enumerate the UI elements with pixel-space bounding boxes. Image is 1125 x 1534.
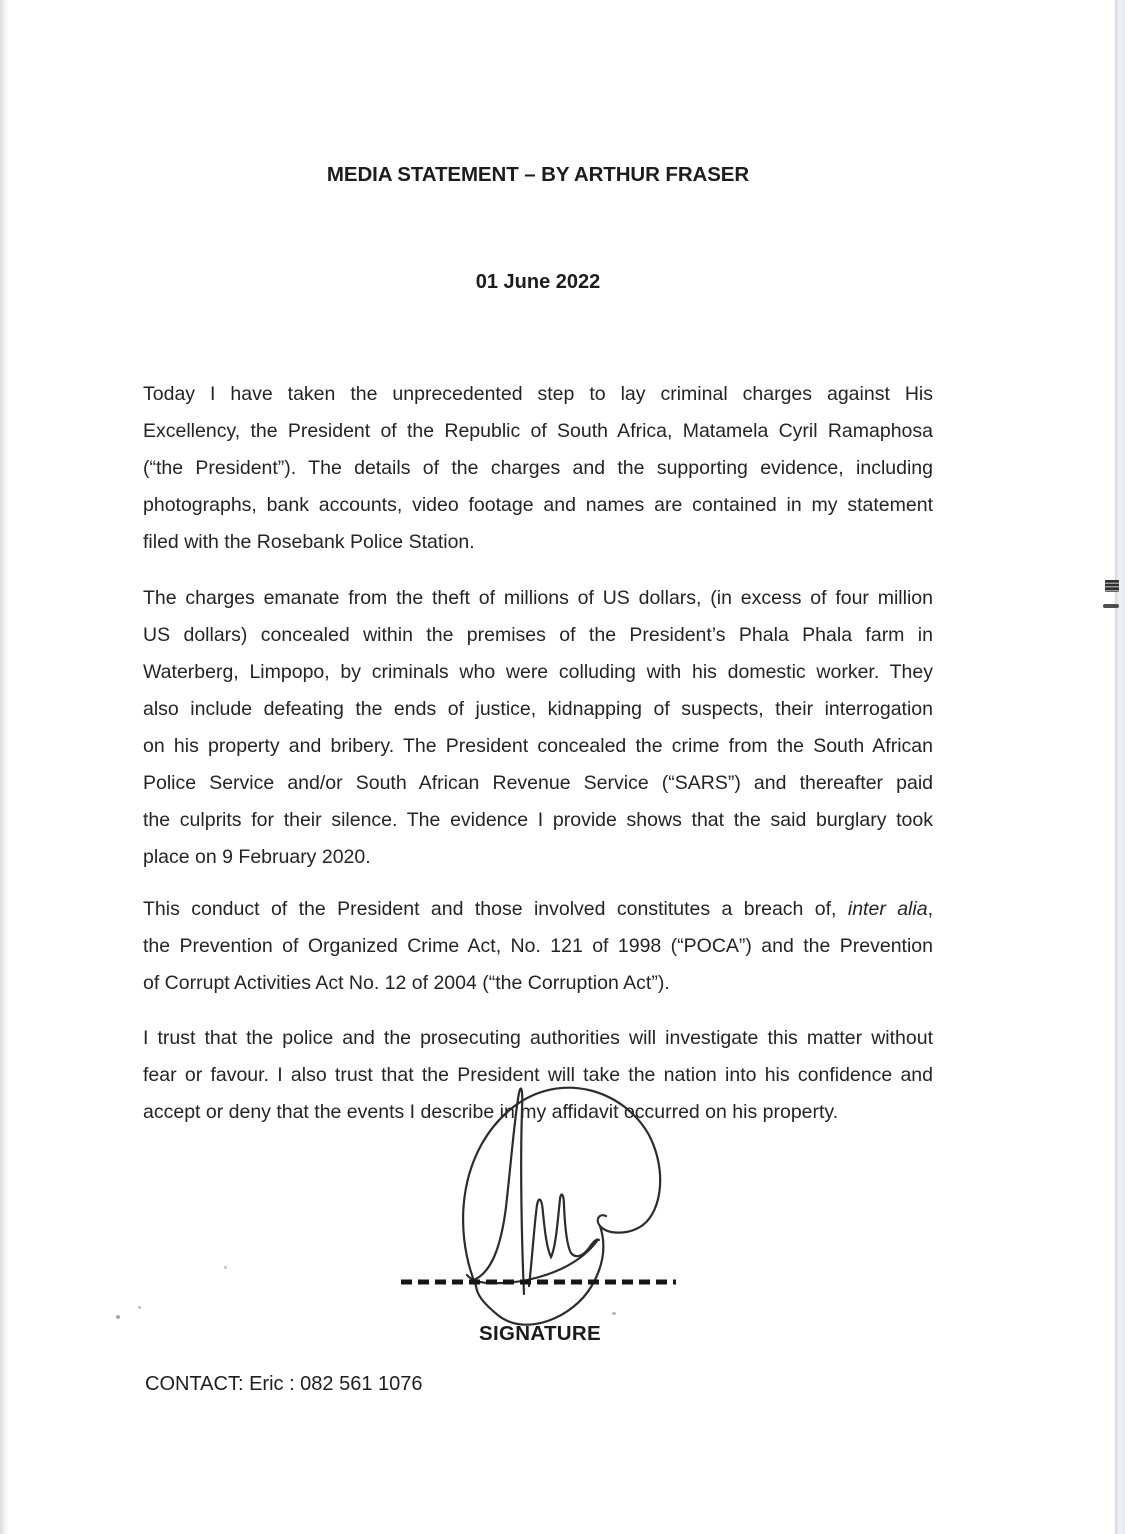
scan-speck bbox=[612, 1312, 616, 1315]
text-line: of Corrupt Activities Act No. 12 of 2004 (“the Corruption Act”). bbox=[143, 972, 670, 994]
text-line: Waterberg, Limpopo, by criminals who were colluding with his domestic worker. They bbox=[143, 661, 933, 683]
text-line: (“the President”). The details of the charges and the supporting evidence, including bbox=[143, 457, 933, 479]
text-line: This conduct of the President and those involved constitutes a breach of, inter alia, bbox=[143, 898, 933, 920]
text-line: photographs, bank accounts, video footage and names are contained in my statement bbox=[143, 494, 933, 516]
scan-speck bbox=[138, 1306, 141, 1309]
scan-artifact-dash bbox=[1103, 604, 1119, 608]
page-left-edge-shadow bbox=[0, 0, 9, 1534]
paragraph bbox=[143, 376, 933, 561]
text-line: Today I have taken the unprecedented step to lay criminal charges against His bbox=[143, 383, 933, 405]
page-right-edge-shadow bbox=[1115, 0, 1125, 1534]
signature-scribble bbox=[463, 1088, 660, 1325]
text-line: on his property and bribery. The President concealed the crime from the South African bbox=[143, 735, 933, 757]
text-line: the Prevention of Organized Crime Act, No. 121 of 1998 (“POCA”) and the Prevention bbox=[143, 935, 933, 957]
document-body bbox=[143, 376, 933, 1150]
document-title: MEDIA STATEMENT – BY ARTHUR FRASER bbox=[326, 163, 750, 186]
text-line: The charges emanate from the theft of millions of US dollars, (in excess of four million bbox=[143, 587, 933, 609]
scan-artifact-bars bbox=[1105, 580, 1119, 592]
scan-speck bbox=[116, 1315, 120, 1319]
text-line: Excellency, the President of the Republic of South Africa, Matamela Cyril Ramaphosa bbox=[143, 420, 933, 442]
text-line: accept or deny that the events I describe in my affidavit occurred on his property. bbox=[143, 1101, 839, 1123]
text-line: US dollars) concealed within the premises of the President’s Phala Phala farm in bbox=[143, 624, 933, 646]
contact-line: CONTACT: Eric : 082 561 1076 bbox=[145, 1373, 423, 1395]
text-line: also include defeating the ends of justice, kidnapping of suspects, their interrogation bbox=[143, 698, 933, 720]
text-line: I trust that the police and the prosecuting authorities will investigate this matter without bbox=[143, 1027, 933, 1049]
document-date: 01 June 2022 bbox=[475, 271, 601, 293]
paragraph bbox=[143, 580, 933, 876]
text-line: Police Service and/or South African Revenue Service (“SARS”) and thereafter paid bbox=[143, 772, 933, 794]
text-line: filed with the Rosebank Police Station. bbox=[143, 531, 475, 553]
signature-label: SIGNATURE bbox=[479, 1322, 601, 1345]
paragraph bbox=[143, 891, 933, 1002]
scan-speck bbox=[224, 1266, 227, 1269]
text-line: place on 9 February 2020. bbox=[143, 846, 371, 868]
text-line: fear or favour. I also trust that the President will take the nation into his confidence and bbox=[143, 1064, 933, 1086]
text-line: the culprits for their silence. The evidence I provide shows that the said burglary took bbox=[143, 809, 933, 831]
